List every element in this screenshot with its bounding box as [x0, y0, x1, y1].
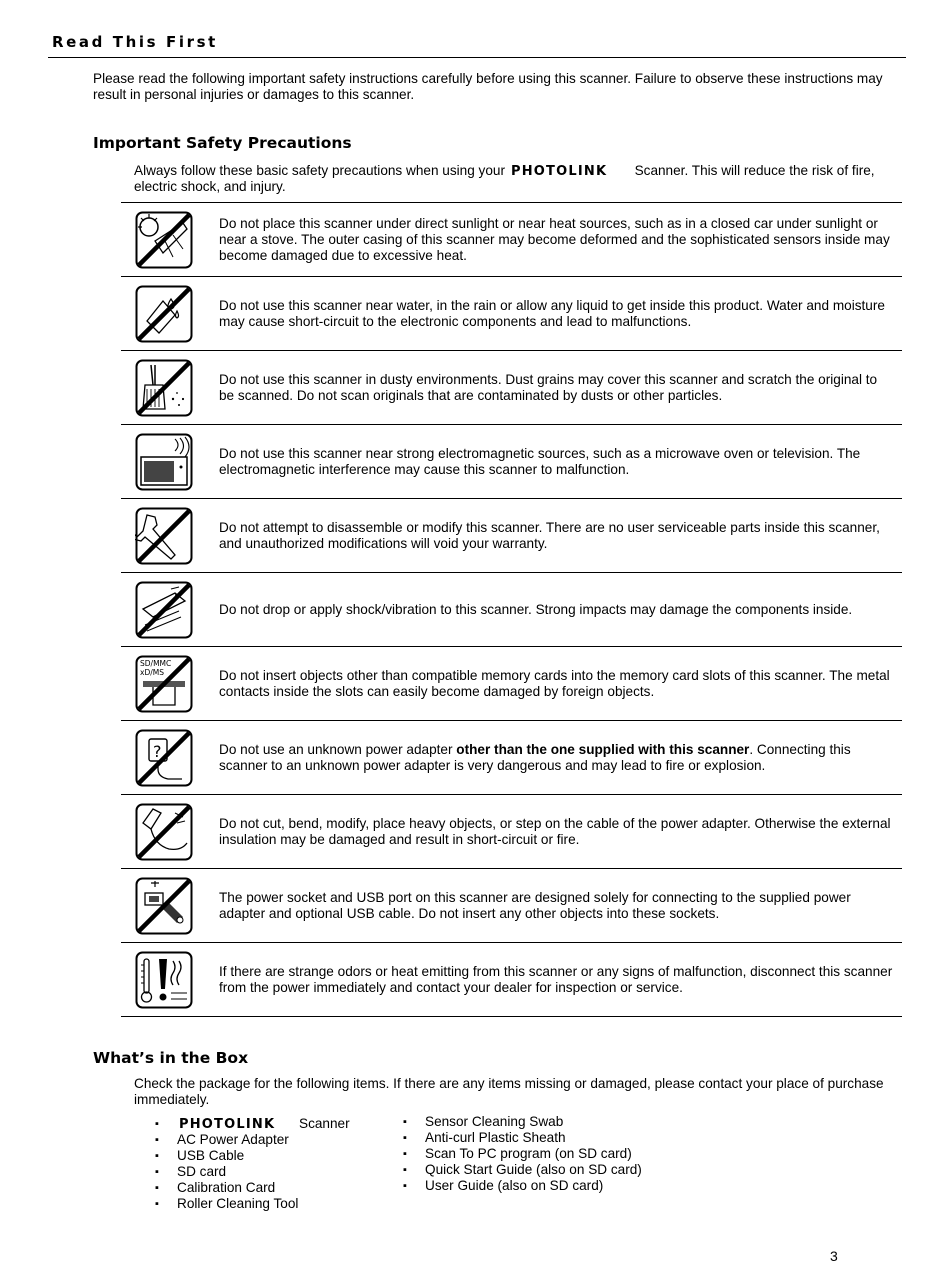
precaution-row: [121, 721, 902, 795]
safety-lead: [134, 163, 904, 195]
box-heading: What’s in the Box: [93, 1049, 249, 1067]
precaution-row: [121, 573, 902, 647]
precaution-row: [121, 425, 902, 499]
svg-text:xD/MS: xD/MS: [140, 667, 164, 677]
list-item: ▪ Anti-curl Plastic Sheath: [403, 1130, 642, 1146]
heat-warning-icon: [135, 951, 193, 1009]
list-item: ▪ Quick Start Guide (also on SD card): [403, 1162, 642, 1178]
memory-card-prohibited-icon: [135, 655, 193, 713]
precaution-text: Do not attempt to disassemble or modify this scanner. There are no user serviceable parts inside this scanner, and unauthorized modifications will void your warranty.: [219, 499, 902, 573]
precaution-text: Do not use this scanner in dusty environments. Dust grains may cover this scanner and scratch the original to be scanned. Do not scan originals that are contaminated by dusts or other particles.: [219, 351, 902, 425]
precaution-text-part: . Connecting this scanner to an unknown power adapter is very dangerous and may lead to fire or explosion.: [219, 741, 851, 773]
list-item: ▪ User Guide (also on SD card): [403, 1178, 642, 1194]
precaution-text: The power socket and USB port on this scanner are designed solely for connecting to the supplied power adapter and optional USB cable. Do not insert any other objects into these sockets.: [219, 869, 902, 943]
precaution-text: [219, 721, 902, 795]
water-prohibited-icon: [135, 285, 193, 343]
safety-lead-before: Always follow these basic safety precautions when using your: [134, 163, 506, 178]
precaution-row: [121, 869, 902, 943]
svg-text:PHOTOLINK: PHOTOLINK: [510, 164, 608, 176]
safety-lead-after: Scanner. This will reduce the risk of fire, electric shock, and injury.: [134, 163, 875, 194]
precaution-text: Do not use this scanner near water, in the rain or allow any liquid to get inside this product. Water and moisture may cause short-circuit to the electronic components and lead to malfunctions.: [219, 277, 902, 351]
drop-prohibited-icon: [135, 581, 193, 639]
precaution-text-emphasis: other than the one supplied with this scanner: [456, 741, 750, 757]
precaution-row: [121, 277, 902, 351]
list-item: ▪ Sensor Cleaning Swab: [403, 1114, 642, 1130]
list-item: ▪ SD card: [155, 1164, 350, 1180]
list-item: ▪ USB Cable: [155, 1148, 350, 1164]
precaution-row: [121, 499, 902, 573]
header-divider: [48, 57, 906, 58]
list-item: ▪ Roller Cleaning Tool: [155, 1196, 350, 1212]
precaution-row: [121, 203, 902, 277]
list-item: ▪ Calibration Card: [155, 1180, 350, 1196]
box-items-left: [155, 1116, 350, 1212]
box-items-right: [403, 1114, 642, 1194]
precaution-text: Do not drop or apply shock/vibration to this scanner. Strong impacts may damage the components inside.: [219, 573, 902, 647]
safety-precautions-table: [121, 202, 902, 1017]
list-item-label: Scanner: [299, 1116, 350, 1131]
precaution-row: [121, 351, 902, 425]
intro-paragraph: Please read the following important safety instructions carefully before using this scanner. Failure to observe these instructions may result in personal injuries or damages to this scanner.: [93, 71, 883, 102]
page-header-title: Read This First: [52, 33, 218, 51]
dust-prohibited-icon: [135, 359, 193, 417]
cable-damage-prohibited-icon: [135, 803, 193, 861]
page-number: 3: [830, 1248, 838, 1264]
precaution-text: If there are strange odors or heat emitting from this scanner or any signs of malfunction, disconnect this scanner from the power immediately and contact your dealer for inspection or service.: [219, 943, 902, 1017]
precaution-text-part: Do not use an unknown power adapter: [219, 741, 457, 757]
precaution-row: [121, 647, 902, 721]
photolink-logo-icon: [179, 1117, 297, 1129]
precaution-text: Do not cut, bend, modify, place heavy objects, or step on the cable of the power adapter. Otherwise the external insulation may be damaged and result in short-circuit or fire.: [219, 795, 902, 869]
svg-text:?: ?: [153, 741, 162, 761]
microwave-icon: [135, 433, 193, 491]
precaution-row: [121, 943, 902, 1017]
box-intro: Check the package for the following items. If there are any items missing or damaged, please contact your place of purchase immediately.: [134, 1076, 884, 1107]
list-item: ▪ AC Power Adapter: [155, 1132, 350, 1148]
photolink-logo-icon: [511, 164, 629, 176]
sunlight-heat-prohibited-icon: [135, 211, 193, 269]
svg-text:PHOTOLINK: ▪ PHOTOLINK: [179, 1117, 276, 1129]
precaution-row: [121, 795, 902, 869]
precaution-text: Do not use this scanner near strong electromagnetic sources, such as a microwave oven or television. The electromagnetic interference may cause this scanner to malfunction.: [219, 425, 902, 499]
svg-text:SD/MMC: SD/MMC: [140, 658, 172, 668]
list-item: ▪ Scan To PC program (on SD card): [403, 1146, 642, 1162]
wrench-prohibited-icon: [135, 507, 193, 565]
list-item: [155, 1116, 350, 1132]
socket-prohibited-icon: [135, 877, 193, 935]
safety-heading: Important Safety Precautions: [93, 134, 352, 152]
precaution-text: Do not place this scanner under direct sunlight or near heat sources, such as in a closed car under sunlight or near a stove. The outer casing of this scanner may become deformed and the sophisticated sensors inside may become damaged due to excessive heat.: [219, 203, 902, 277]
precaution-text: Do not insert objects other than compatible memory cards into the memory card slots of this scanner. The metal contacts inside the slots can easily become damaged by foreign objects.: [219, 647, 902, 721]
unknown-adapter-prohibited-icon: [135, 729, 193, 787]
